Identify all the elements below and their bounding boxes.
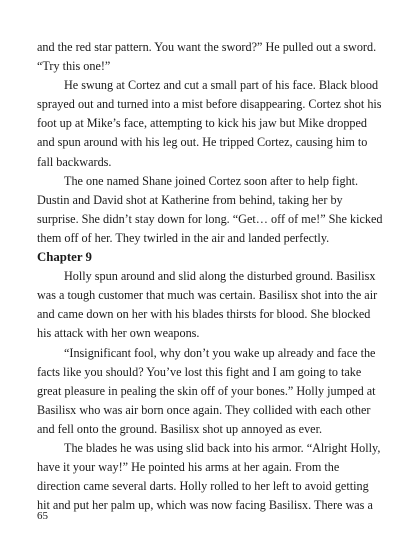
paragraph: The blades he was using slid back into his armor. “Alright Holly, have it your way!” He pointed his arms at her again. From the direction came several darts. Holly rolled to her left to avoid getting hit and put her palm up, which was now facing Basilisx. There was a <box>37 440 381 513</box>
paragraph: The one named Shane joined Cortez soon after to help fight. Dustin and David shot at Katherine from behind, taking her by surprise. She didn’t stay down for long. “Get… off of me!” She kicked them off of her. They twirled in the air and landed perfectly. <box>37 173 383 245</box>
paragraph: He swung at Cortez and cut a small part of his face. Black blood sprayed out and turned into a mist before disappearing. Cortez shot his foot up at Mike’s face, attempting to kick his jaw but Mike dropped and spun around with his leg out. He tripped Cortez, causing him to fall backwards. <box>37 78 382 169</box>
paragraph: Holly spun around and slid along the disturbed ground. Basilisx was a tough customer that much was certain. Basilisx shot into the air and came down on her with his blades thirsts for blood. She blocked his attack with her own weapons. <box>37 269 378 341</box>
page-body <box>37 38 384 515</box>
paragraph-continued: and the red star pattern. You want the sword?” He pulled out a sword. “Try this one!” <box>37 40 377 74</box>
page-number: 65 <box>37 510 48 522</box>
chapter-heading: Chapter 9 <box>37 250 92 265</box>
paragraph: “Insignificant fool, why don’t you wake up already and face the facts like you should? You’ve lost this fight and I am going to take great pleasure in pealing the skin off of your bones.” Holly jumped at Basilisx who was air born once again. They collided with each other and fell onto the ground. Basilisx shot up annoyed as ever. <box>37 345 376 436</box>
